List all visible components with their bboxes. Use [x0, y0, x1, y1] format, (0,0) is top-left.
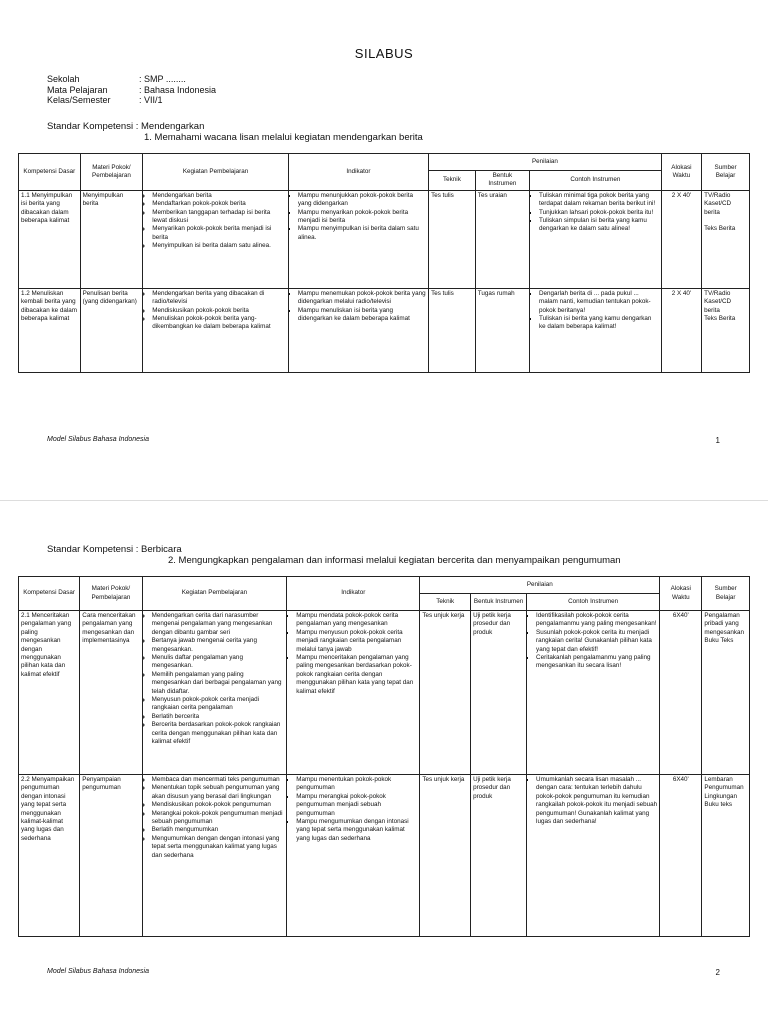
header-penilaian: Penilaian — [429, 154, 662, 171]
list-item: ◦ Mendiskusikan pokok-pokok pengumuman — [152, 801, 285, 809]
page-1 — [0, 0, 768, 500]
header-kd: Kompetensi Dasar — [19, 577, 80, 611]
list-item: ▪ Mampu menunjukkan pokok-pokok berita yang didengarkan — [298, 192, 426, 209]
list-item: ▪ Susunlah pokok-pokok cerita itu menjadi rangkaian cerita! Gunakanlah pilihan kata yang tepat dan efektif! — [536, 629, 657, 654]
list-item: ◦ Mendengarkan cerita dari narasumber mengenai pengalaman yang mengesankan dengan dibantu gambar seri — [152, 612, 285, 637]
cell-bentuk: Tugas rumah — [475, 288, 529, 372]
cell-sumber — [702, 611, 750, 775]
cell-alokasi: 6X40' — [660, 775, 702, 937]
standar-item: 2. Mengungkapkan pengalaman dan informasi melalui kegiatan bercerita dan menyampaikan pengumuman — [168, 555, 621, 566]
list-item: ◦ Berlatih mengumumkan — [152, 826, 285, 834]
cell-materi: Penulisan berita (yang didengarkan) — [80, 288, 143, 372]
list-item: ▪ Mampu menyimpulkan isi berita dalam satu alinea. — [298, 225, 426, 242]
cell-sumber — [702, 288, 750, 372]
list-item: ▪ Umumkanlah secara lisan masalah ... dengan cara: tentukan terlebih dahulu pokok-pokok pengumuman itu kemudian rangkailah pokok-pokok itu menjadi sebuah pengumuman! Gunakanlah kalimat yang lugas dan sederhana! — [536, 776, 657, 826]
header-teknik: Teknik — [429, 171, 476, 191]
cell-indikator — [287, 775, 420, 937]
header-contoh: Contoh Instrumen — [529, 171, 661, 191]
list-item: ◦ Bertanya jawab mengenai cerita yang mengesankan. — [152, 637, 285, 654]
list-item: ◦ Mendaftarkan pokok-pokok berita — [152, 200, 286, 208]
header-sumber: Sumber Belajar — [702, 577, 750, 611]
cell-kegiatan — [142, 611, 287, 775]
header-kegiatan: Kegiatan Pembelajaran — [142, 577, 287, 611]
table-row — [19, 611, 750, 775]
standar-kompetensi — [47, 544, 621, 566]
silabus-table-2 — [18, 576, 750, 937]
cell-bentuk: Tes uraian — [475, 190, 529, 288]
header-materi: Materi Pokok/ Pembelajaran — [80, 154, 143, 191]
list-item: ◦ Menulis daftar pengalaman yang mengesankan. — [152, 654, 285, 671]
list-item: ◦ Mendengarkan berita — [152, 192, 286, 200]
silabus-table-1 — [18, 153, 750, 373]
cell-alokasi: 2 X 40' — [661, 288, 701, 372]
cell-bentuk: Uji petik kerja prosedur dan produk — [471, 775, 527, 937]
meta-label: Kelas/Semester — [47, 95, 111, 105]
cell-sumber — [702, 775, 750, 937]
list-item: ◦ Menyusun pokok-pokok cerita menjadi rangkaian cerita pengalaman — [152, 696, 285, 713]
list-item: ▪ Mampu menyusun pokok-pokok cerita menjadi rangkaian cerita pengalaman melalui tanya jawab — [296, 629, 417, 654]
list-item: ◦ Menyarikan pokok-pokok berita menjadi isi berita — [152, 225, 286, 242]
table-row — [19, 288, 750, 372]
cell-indikator — [287, 611, 420, 775]
meta-value: : Bahasa Indonesia — [139, 84, 217, 95]
list-item: ▪ Tuliskan isi berita yang kamu dengarkan ke dalam beberapa kalimat! — [539, 315, 659, 332]
list-item: ◦ Mengumumkan dengan dengan intonasi yang tepat serta menggunakan kalimat yang lugas dan sederhana — [152, 835, 285, 860]
list-item: ◦ Mendengarkan berita yang dibacakan di radio/televisi — [152, 290, 286, 307]
meta-value: : VII/1 — [139, 95, 163, 105]
standar-label: Standar Kompetensi : Berbicara — [47, 544, 182, 555]
page-footer: Model Silabus Bahasa Indonesia — [47, 436, 149, 443]
cell-kegiatan — [142, 775, 287, 937]
list-item: ▪ Dengarlah berita di ... pada pukul ... malam nanti, kemudian tentukan pokok-pokok beritanya! — [539, 290, 659, 315]
page-number: 2 — [715, 968, 720, 977]
cell-teknik: Tes unjuk kerja — [420, 775, 471, 937]
header-penilaian: Penilaian — [420, 577, 660, 594]
meta-row — [47, 95, 216, 106]
cell-contoh — [529, 190, 661, 288]
sumber-line: Kaset/CD berita — [704, 200, 732, 216]
cell-kd: 2.2 Menyampaikan pengumuman dengan intonasi yang tepat serta menggunakan kalimat-kalimat yang lugas dan sederhana — [19, 775, 80, 937]
page-footer: Model Silabus Bahasa Indonesia — [47, 968, 149, 975]
cell-materi: Penyampaian pengumuman — [80, 775, 142, 937]
sumber-line: TV/Radio — [704, 191, 731, 199]
meta-row — [47, 85, 216, 96]
list-item: ▪ Mampu menemukan pokok-pokok berita yang didengarkan melalui radio/televisi — [298, 290, 426, 307]
sumber-line: Teks Berita — [704, 315, 736, 323]
sumber-spacer — [704, 217, 747, 225]
header-indikator: Indikator — [288, 154, 428, 191]
list-item: ▪ Mampu mendata pokok-pokok cerita pengalaman yang mengesankan — [296, 612, 417, 629]
cell-sumber — [702, 190, 750, 288]
school-meta — [47, 74, 216, 106]
list-item: ▪ Mampu mengumumkan dengan intonasi yang tepat serta menggunakan kalimat yang lugas dan sederhana — [296, 818, 417, 843]
sumber-line: Teks Berita — [704, 225, 736, 233]
standar-kompetensi — [47, 121, 423, 143]
cell-indikator — [288, 190, 428, 288]
sumber-line: Kaset/CD berita — [704, 298, 732, 314]
header-kd: Kompetensi Dasar — [19, 154, 81, 191]
header-kegiatan: Kegiatan Pembelajaran — [143, 154, 289, 191]
meta-label: Sekolah — [47, 74, 80, 84]
table-row — [19, 775, 750, 937]
list-item: ◦ Menentukan topik sebuah pengumuman yang akan disusun yang berasal dari lingkungan — [152, 784, 285, 801]
sumber-line: TV/Radio — [704, 289, 731, 297]
list-item: ▪ Mampu menentukan pokok-pokok pengumuman — [296, 776, 417, 793]
meta-label: Mata Pelajaran — [47, 84, 108, 95]
cell-materi: Cara menceritakan pengalaman yang mengesankan dan implementasinya — [80, 611, 142, 775]
list-item: ▪ Mampu menyarikan pokok-pokok berita menjadi isi berita — [298, 209, 426, 226]
list-item: ▪ Mampu menceritakan pengalaman yang paling mengesankan berdasarkan pokok-pokok rangkaian cerita dengan menggunakan pilihan kata yang tepat dan kalimat efektif — [296, 654, 417, 696]
meta-row — [47, 74, 216, 85]
list-item: ◦ Mendiskusikan pokok-pokok berita — [152, 307, 286, 315]
header-teknik: Teknik — [420, 594, 471, 611]
list-item: ◦ Memilih pengalaman yang paling mengesankan dari berbagai pengalaman yang telah didaftar. — [152, 671, 285, 696]
header-sumber: Sumber Belajar — [702, 154, 750, 191]
list-item: ▪ Tunjukkan lahsari pokok-pokok berita itu! — [539, 209, 659, 217]
list-item: ▪ Identifikasilah pokok-pokok cerita pengalamanmu yang paling mengesankan! — [536, 612, 657, 629]
sumber-line: Pengalaman pribadi yang mengesankan — [704, 612, 744, 636]
cell-teknik: Tes tulis — [429, 190, 476, 288]
cell-materi: Menyimpulkan berita — [80, 190, 143, 288]
cell-bentuk: Uji petik kerja prosedur dan produk — [471, 611, 527, 775]
page-2 — [0, 500, 768, 1025]
document-title: SILABUS — [354, 46, 414, 61]
cell-contoh — [527, 611, 660, 775]
header-alokasi: Alokasi Waktu — [661, 154, 701, 191]
header-alokasi: Alokasi Waktu — [660, 577, 702, 611]
cell-contoh — [527, 775, 660, 937]
cell-teknik: Tes tulis — [429, 288, 476, 372]
cell-kegiatan — [143, 190, 289, 288]
list-item: ◦ Memberikan tanggapan terhadap isi berita lewat diskusi — [152, 209, 286, 226]
cell-kd: 2.1 Menceritakan pengalaman yang paling mengesankan dengan menggunakan pilihan kata dan kalimat efektif — [19, 611, 80, 775]
cell-kd: 1.1 Menyimpulkan isi berita yang dibacakan dalam beberapa kalimat — [19, 190, 81, 288]
cell-alokasi: 6X40' — [660, 611, 702, 775]
standar-label: Standar Kompetensi : Mendengarkan — [47, 121, 205, 132]
cell-kegiatan — [143, 288, 289, 372]
cell-kd: 1.2 Menuliskan kembali berita yang dibacakan ke dalam beberapa kalimat — [19, 288, 81, 372]
header-contoh: Contoh Instrumen — [527, 594, 660, 611]
list-item: ▪ Mampu menuliskan isi berita yang didengarkan ke dalam beberapa kalimat — [298, 307, 426, 324]
list-item: ◦ Merangkai pokok-pokok pengumuman menjadi sebuah pengumuman — [152, 810, 285, 827]
cell-alokasi: 2 X 40' — [661, 190, 701, 288]
list-item: ▪ Tuliskan minimal tiga pokok berita yang terdapat dalam rekaman berita berikut ini! — [539, 192, 659, 209]
list-item: ◦ Berlatih bercerita — [152, 713, 285, 721]
standar-item: 1. Memahami wacana lisan melalui kegiatan mendengarkan berita — [144, 132, 423, 143]
header-materi: Materi Pokok/ Pembelajaran — [80, 577, 142, 611]
header-indikator: Indikator — [287, 577, 420, 611]
cell-contoh — [529, 288, 661, 372]
cell-teknik: Tes unjuk kerja — [420, 611, 471, 775]
meta-value: : SMP ........ — [139, 74, 186, 84]
list-item: ▪ Tuliskan simpulan isi berita yang kamu dengarkan ke dalam satu alinea! — [539, 217, 659, 234]
cell-indikator — [288, 288, 428, 372]
list-item: ◦ Menuliskan pokok-pokok berita yang-dikembangkan ke dalam beberapa kalimat — [152, 315, 286, 332]
sumber-line: Buku teks — [704, 801, 733, 809]
header-bentuk: Bentuk Instrumen — [475, 171, 529, 191]
list-item: ▪ Ceritakanlah pengalamanmu yang paling mengesankan itu secara lisan! — [536, 654, 657, 671]
header-bentuk: Bentuk Instrumen — [471, 594, 527, 611]
sumber-line: Lembaran Pengumuman — [704, 776, 744, 792]
list-item: ◦ Membaca dan mencermati teks pengumuman — [152, 776, 285, 784]
list-item: ▪ Mampu merangkai pokok-pokok pengumuman menjadi sebuah pengumuman — [296, 793, 417, 818]
page-number: 1 — [715, 436, 720, 445]
table-row — [19, 190, 750, 288]
sumber-line: Buku Teks — [704, 637, 734, 645]
sumber-line: Lingkungan — [704, 792, 737, 800]
list-item: ◦ Bercerita berdasarkan pokok-pokok rangkaian cerita dengan menggunakan pilihan kata dan kalimat efektif — [152, 721, 285, 746]
list-item: ◦ Menyimpulkan isi berita dalam satu alinea. — [152, 242, 286, 250]
